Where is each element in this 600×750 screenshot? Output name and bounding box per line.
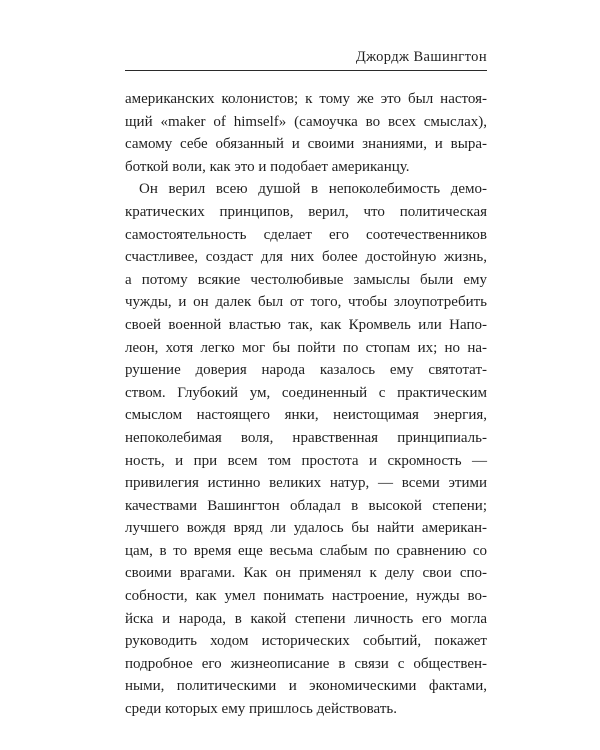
- text-line: самому себе обязанный и своими знаниями, и выра-: [125, 136, 487, 153]
- text-line: рушение доверия народа казалось ему святотат-: [125, 362, 487, 379]
- text-line: непоколебимая воля, нравственная принципиаль-: [125, 429, 487, 446]
- running-head-title: Джордж Вашингтон: [355, 49, 487, 65]
- text-line: йска и народа, в какой степени личность его могла: [125, 610, 487, 627]
- text-line: леон, хотя легко мог бы пойти по стопам их; но на-: [125, 339, 487, 356]
- text-line: своими врагами. Как он применял к делу свои спо-: [125, 565, 487, 582]
- text-line: ными, политическими и экономическими фактами,: [125, 678, 487, 695]
- text-line: привилегия истинно великих натур, — всеми этими: [125, 475, 487, 492]
- text-line: подробное его жизнеописание в связи с обществен-: [125, 655, 487, 672]
- text-line: ством. Глубокий ум, соединенный с практическим: [125, 384, 487, 401]
- text-line: качествами Вашингтон обладал в высокой степени;: [125, 497, 487, 514]
- text-line: ность, и при всем том простота и скромность —: [125, 452, 487, 469]
- body-text: [125, 88, 487, 721]
- text-line: кратических принципов, верил, что политическая: [125, 203, 487, 220]
- text-line: среди которых ему пришлось действовать.: [125, 701, 397, 718]
- text-line: цам, в то время еще весьма слабым по сравнению со: [125, 542, 487, 559]
- text-line: Он верил всею душой в непоколебимость демо-: [139, 181, 487, 198]
- text-line: своей военной властью так, как Кромвель или Напо-: [125, 316, 487, 333]
- text-line: лучшего вождя вряд ли удалось бы найти американ-: [125, 520, 487, 537]
- text-line: смыслом настоящего янки, неистощимая энергия,: [125, 407, 487, 424]
- page-header: [125, 48, 487, 71]
- paragraph-2: [125, 178, 487, 720]
- text-line: щий «maker of himself» (самоучка во всех смыслах),: [125, 113, 487, 130]
- text-line: а потому всякие честолюбивые замыслы были ему: [125, 271, 487, 288]
- text-line: счастливее, создаст для них более достойную жизнь,: [125, 249, 487, 266]
- text-line: боткой воли, как это и подобает американцу.: [125, 158, 410, 175]
- text-line: чужды, и он далек был от того, чтобы злоупотребить: [125, 294, 487, 311]
- text-line: собности, как умел понимать настроение, нужды во-: [125, 588, 487, 605]
- text-line: американских колонистов; к тому же это был настоя-: [125, 91, 487, 107]
- paragraph-1: [125, 88, 487, 178]
- text-line: самостоятельность сделает его соотечественников: [125, 226, 487, 243]
- text-line: руководить ходом исторических событий, покажет: [125, 633, 487, 650]
